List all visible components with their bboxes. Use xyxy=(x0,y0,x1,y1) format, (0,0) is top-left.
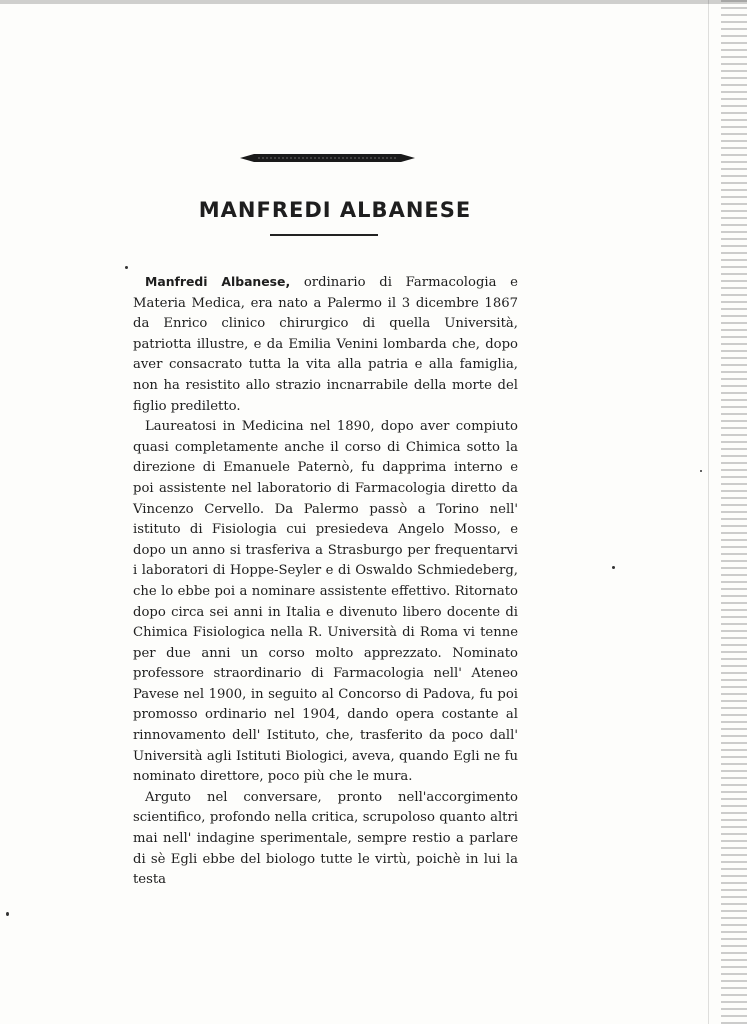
scan-speck xyxy=(612,566,615,569)
scan-top-edge xyxy=(0,0,747,4)
paragraph-1-text: ordinario di Farmacologia e Materia Medica, era nato a Palermo il 3 dicembre 1867 da Enrico clinico chirurgico di quella Università, patriotta illustre, e da Emilia Venini lombarda che, dopo aver consacrato tutta la vita alla patria e alla famiglia, non ha resistito allo strazio incnarrabile della morte del figlio prediletto. xyxy=(133,275,518,414)
ornamental-rule xyxy=(240,153,415,163)
body-text xyxy=(133,272,518,891)
paragraph-3: Arguto nel conversare, pronto nell'accorgimento scientifico, profondo nella critica, scrupoloso quanto altri mai nell' indagine sperimentale, sempre restio a parlare di sè Egli ebbe del biologo tutte le virtù, poichè in lui la testa xyxy=(133,789,518,888)
scan-right-edge-shadow xyxy=(721,0,747,1024)
paragraph-1 xyxy=(133,272,518,417)
scan-speck xyxy=(6,912,9,916)
scan-speck xyxy=(125,266,128,269)
scan-speck xyxy=(700,470,702,472)
lead-name: Manfredi Albanese, xyxy=(145,274,291,289)
paragraph-2: Laureatosi in Medicina nel 1890, dopo aver compiuto quasi completamente anche il corso di Chimica sotto la direzione di Emanuele Paternò, fu dapprima interno e poi assistente nel laboratorio di Farmacologia diretto da Vincenzo Cervello. Da Palermo passò a Torino nell' istituto di Fisiologia cui presiedeva Angelo Mosso, e dopo un anno si trasferiva a Strasburgo per frequentarvi i laboratori di Hoppe-Seyler e di Oswaldo Schmiedeberg, che lo ebbe poi a nominare assistente effettivo. Ritornato dopo circa sei anni in Italia e divenuto libero docente di Chimica Fisiologica nella R. Università di Roma vi tenne per due anni un corso molto apprezzato. Nominato professore straordinario di Farmacologia nell' Ateneo Pavese nel 1900, in seguito al Concorso di Padova, fu poi promosso ordinario nel 1904, dando opera costante al rinnovamento dell' Istituto, che, trasferito da poco dall' Università agli Istituti Biologici, aveva, quando Egli ne fu nominato direttore, poco più che le mura. xyxy=(133,419,518,785)
page-title: MANFREDI ALBANESE xyxy=(198,198,472,222)
scan-fold-line xyxy=(708,0,709,1024)
title-underline xyxy=(270,234,378,236)
